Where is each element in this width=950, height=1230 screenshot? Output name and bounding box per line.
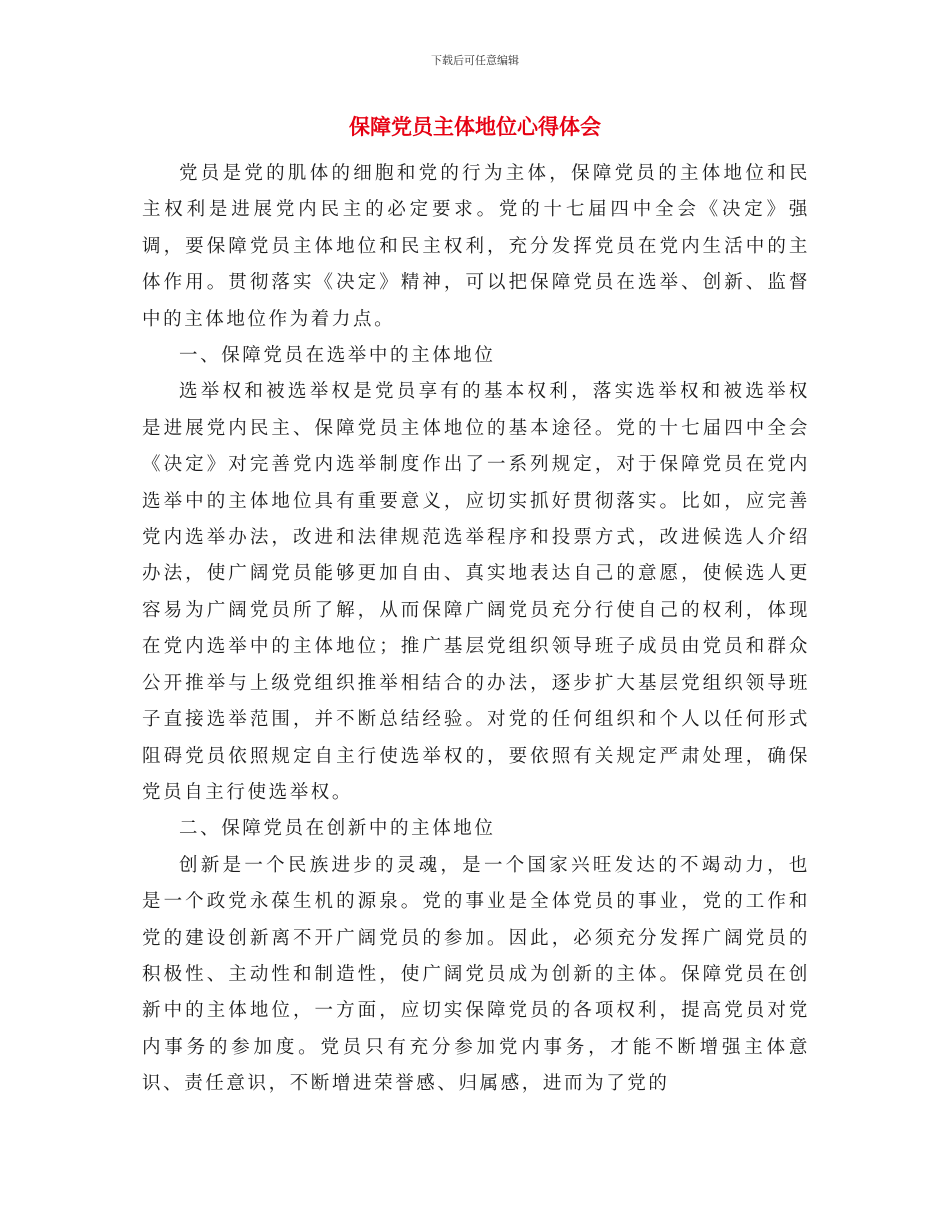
paragraph-election: 选举权和被选举权是党员享有的基本权利，落实选举权和被选举权是进展党内民主、保障党员主体地位的基本途径。党的十七届四中全会《决定》对完善党内选举制度作出了一系列规定，对于保障党员在党内选举中的主体地位具有重要意义，应切实抓好贯彻落实。比如，应完善党内选举办法，改进和法律规范选举程序和投票方式，改进候选人介绍办法，使广阔党员能够更加自由、真实地表达自己的意愿，使候选人更容易为广阔党员所了解，从而保障广阔党员充分行使自己的权利，体现在党内选举中的主体地位；推广基层党组织领导班子成员由党员和群众公开推举与上级党组织推举相结合的办法，逐步扩大基层党组织领导班子直接选举范围，并不断总结经验。对党的任何组织和个人以任何形式阻碍党员依照规定自主行使选举权的，要依照有关规定严肃处理，确保党员自主行使选举权。 <box>142 381 810 803</box>
document-body <box>142 156 810 1103</box>
paragraph-intro: 党员是党的肌体的细胞和党的行为主体，保障党员的主体地位和民主权利是进展党内民主的必定要求。党的十七届四中全会《决定》强调，要保障党员主体地位和民主权利，充分发挥党员在党内生活中的主体作用。贯彻落实《决定》精神，可以把保障党员在选举、创新、监督中的主体地位作为着力点。 <box>142 163 810 330</box>
page-header-note: 下载后可任意编辑 <box>431 54 519 67</box>
paragraph-innovation: 创新是一个民族进步的灵魂，是一个国家兴旺发达的不竭动力，也是一个政党永葆生机的源泉。党的事业是全体党员的事业，党的工作和党的建设创新离不开广阔党员的参加。因此，必须充分发挥广阔党员的积极性、主动性和制造性，使广阔党员成为创新的主体。保障党员在创新中的主体地位，一方面，应切实保障党员的各项权利，提高党员对党内事务的参加度。党员只有充分参加党内事务，才能不断增强主体意识、责任意识，不断增进荣誉感、归属感，进而为了党的 <box>142 854 810 1095</box>
section-heading-1: 一、保障党员在选举中的主体地位 <box>179 345 496 367</box>
section-heading-2: 二、保障党员在创新中的主体地位 <box>179 818 496 840</box>
document-title: 保障党员主体地位心得体会 <box>349 115 601 139</box>
